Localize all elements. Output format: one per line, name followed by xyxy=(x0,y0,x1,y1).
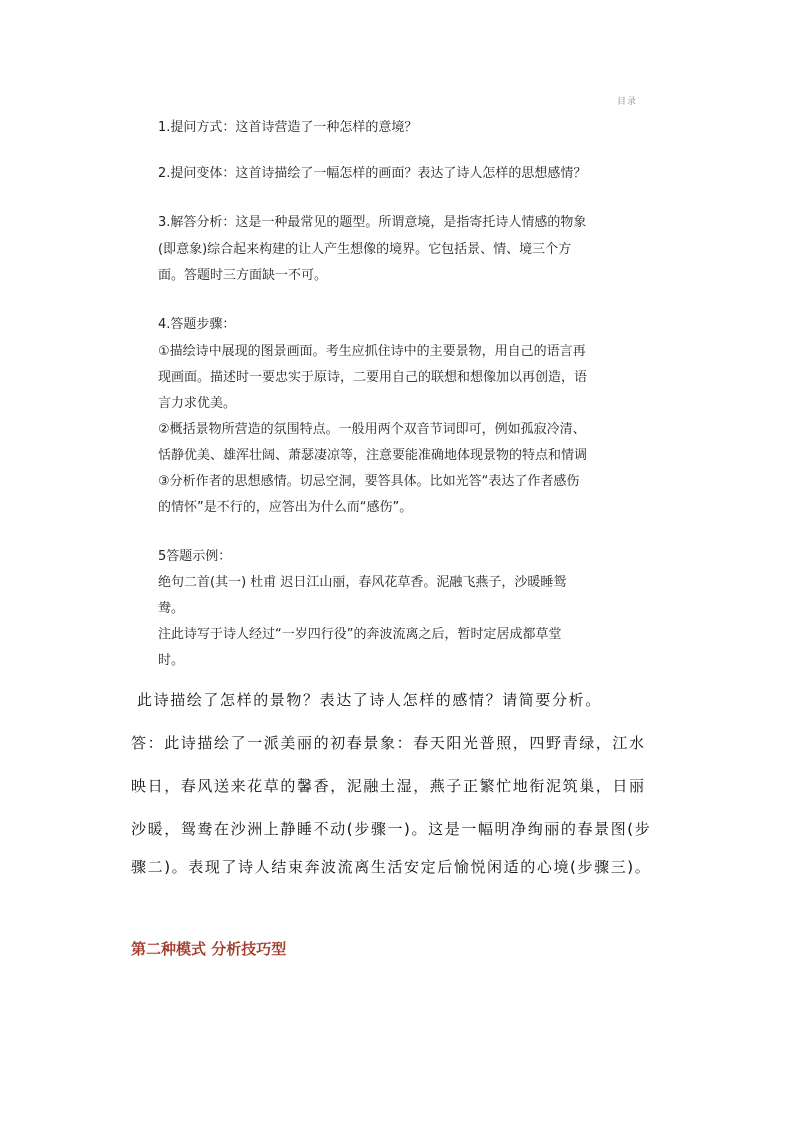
example-line: 时。 xyxy=(158,653,185,668)
steps-line: ③分析作者的思想感情。切忌空洞，要答具体。比如光答“表达了作者感伤 xyxy=(158,474,580,489)
steps-line: 现画面。描述时一要忠实于原诗，二要用自己的联想和想像加以再创造，语 xyxy=(158,370,588,385)
steps-line: 的情怀”是不行的，应答出为什么而“感伤”。 xyxy=(158,500,413,515)
question-text: 此诗描绘了怎样的景物？表达了诗人怎样的感情？请简要分析。 xyxy=(137,691,602,709)
steps-line: 4.答题步骤： xyxy=(158,317,236,332)
section-heading: 第二种模式 分析技巧型 xyxy=(131,940,287,958)
steps-line: ①描绘诗中展现的图景画面。考生应抓住诗中的主要景物，用自己的语言再 xyxy=(158,344,586,359)
example-line: 鸯。 xyxy=(158,601,185,616)
example-line: 5答题示例： xyxy=(158,549,232,564)
answer-line: 答：此诗描绘了一派美丽的初春景象：春天阳光普照，四野青绿，江水 xyxy=(131,734,646,752)
answer-line: 映日，春风送来花草的馨香，泥融土湿，燕子正繁忙地衔泥筑巢，日丽 xyxy=(131,777,646,795)
analysis-line: 面。答题时三方面缺一不可。 xyxy=(158,268,328,283)
question-variant: 2.提问变体：这首诗描绘了一幅怎样的画面？表达了诗人怎样的思想感情？ xyxy=(158,166,587,181)
steps-line: ②概括景物所营造的氛围特点。一般用两个双音节词即可，例如孤寂冷清、 xyxy=(158,422,586,437)
steps-line: 恬静优美、雄浑壮阔、萧瑟凄凉等，注意要能准确地体现景物的特点和情调 xyxy=(158,448,588,463)
example-line: 绝句二首(其一) 杜甫 迟日江山丽，春风花草香。泥融飞燕子，沙暖睡鸳 xyxy=(158,575,567,590)
answer-line: 骤二)。表现了诗人结束奔波流离生活安定后愉悦闲适的心境(步骤三)。 xyxy=(131,858,652,876)
steps-line: 言力求优美。 xyxy=(158,396,237,411)
answer-line: 沙暖，鸳鸯在沙洲上静睡不动(步骤一)。这是一幅明净绚丽的春景图(步 xyxy=(131,820,652,838)
analysis-line: 3.解答分析：这是一种最常见的题型。所谓意境，是指寄托诗人情感的物象 xyxy=(158,215,587,230)
analysis-line: (即意象)综合起来构建的让人产生想像的境界。它包括景、情、境三个方 xyxy=(158,242,572,257)
question-form: 1.提问方式：这首诗营造了一种怎样的意境？ xyxy=(158,120,418,135)
example-line: 注此诗写于诗人经过“一岁四行役”的奔波流离之后，暂时定居成都草堂 xyxy=(158,627,562,642)
header-mark: 目录 xyxy=(617,97,638,107)
